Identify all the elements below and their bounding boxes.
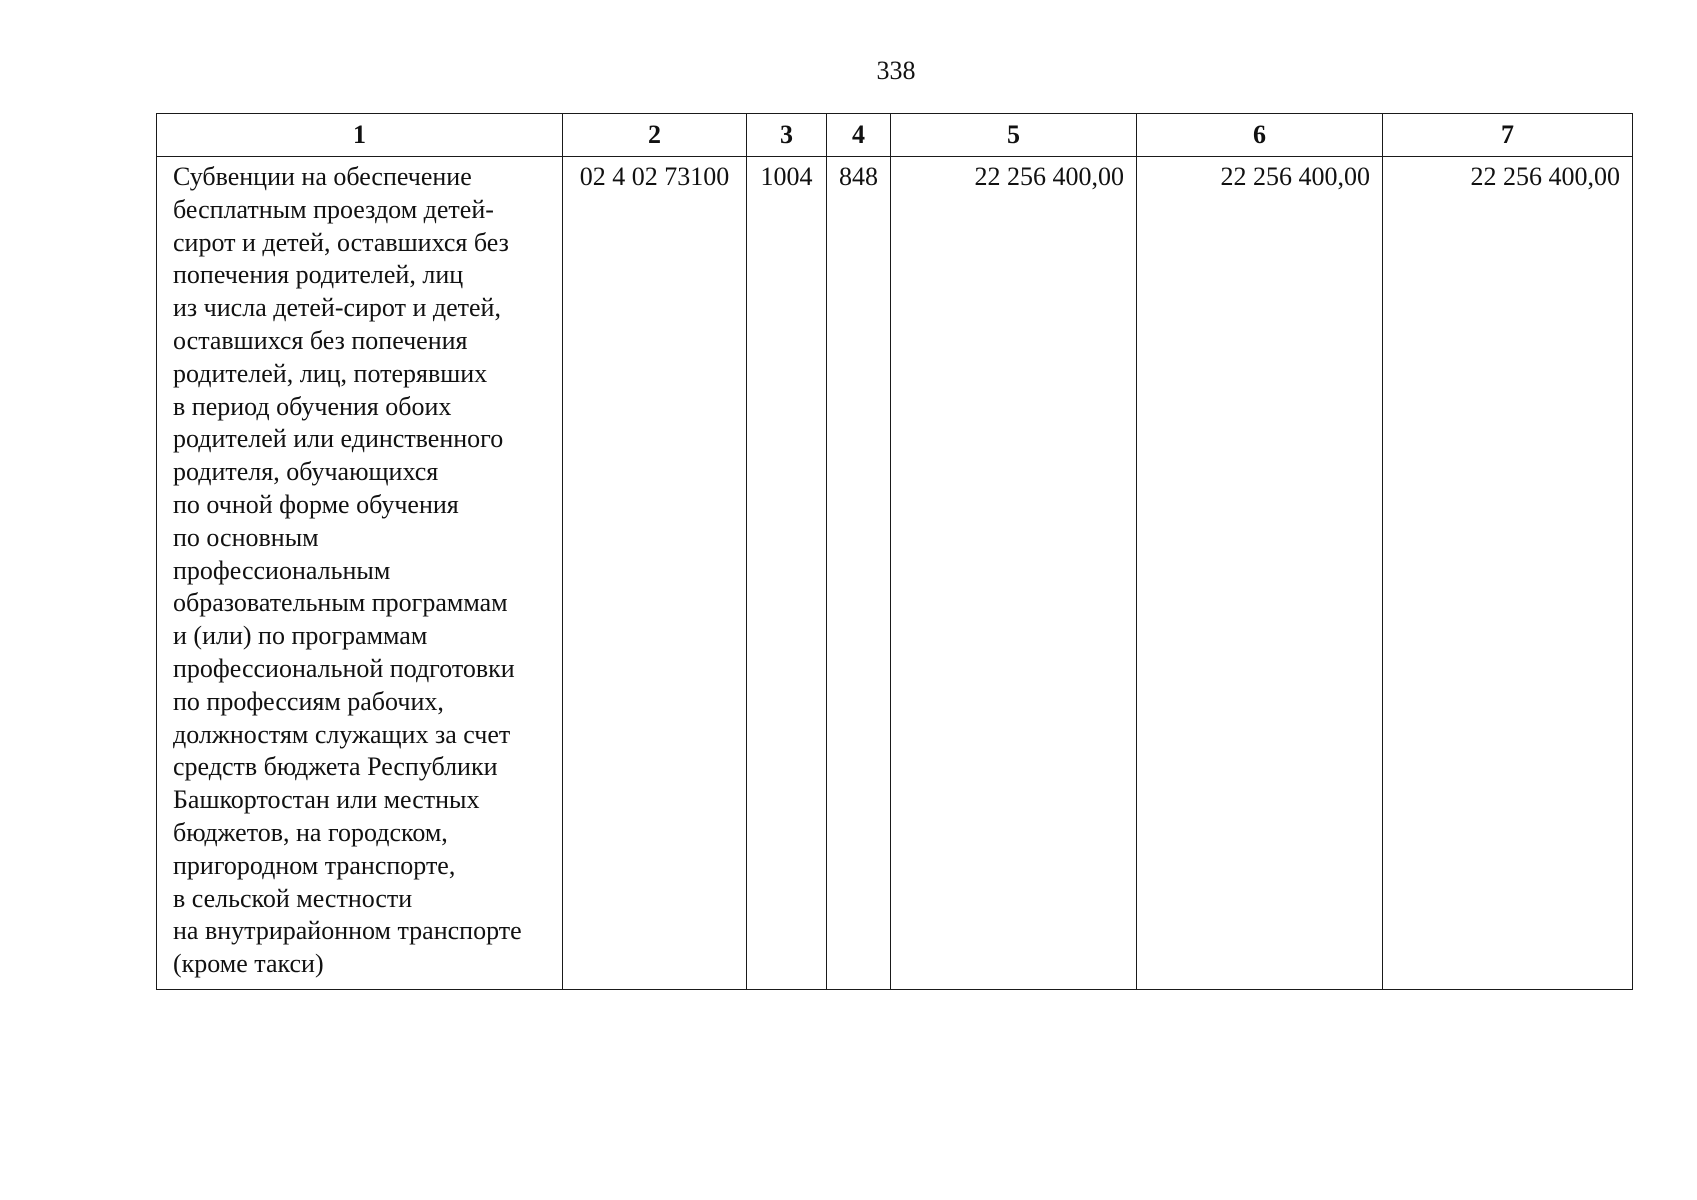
header-col-7: 7: [1383, 114, 1633, 157]
description-line: родителей, лиц, потерявших: [173, 358, 488, 388]
page-number: 338: [876, 56, 916, 85]
description-line: по очной форме обучения: [173, 489, 459, 519]
description-line: пригородном транспорте,: [173, 850, 456, 880]
description-line: родителей или единственного: [173, 424, 504, 454]
header-col-1: 1: [157, 114, 563, 157]
description-line: по профессиям рабочих,: [173, 686, 444, 716]
header-col-3: 3: [747, 114, 827, 157]
description-line: (кроме такси): [173, 949, 324, 979]
description-line: из числа детей-сирот и детей,: [173, 293, 501, 323]
header-col-4: 4: [827, 114, 891, 157]
description-line: сирот и детей, оставшихся без: [173, 227, 509, 257]
description-line: образовательным программам: [173, 588, 508, 618]
description-line: на внутрирайонном транспорте: [173, 916, 522, 946]
description-line: Субвенции на обеспечение: [173, 162, 472, 191]
description-cell: [157, 157, 563, 990]
description-line: Башкортостан или местных: [173, 785, 480, 815]
section-code-cell: 1004: [747, 157, 827, 990]
amount-cell-col-6: 22 256 400,00: [1137, 157, 1383, 990]
amount-cell-col-5: 22 256 400,00: [891, 157, 1137, 990]
description-line: в сельской местности: [173, 883, 413, 913]
description-line: бесплатным проездом детей-: [173, 194, 494, 224]
table-row: [157, 157, 1633, 990]
description-line: должностям служащих за счет: [173, 719, 511, 749]
budget-table: [156, 113, 1633, 990]
amount-cell-col-7: 22 256 400,00: [1383, 157, 1633, 990]
header-col-5: 5: [891, 114, 1137, 157]
header-col-6: 6: [1137, 114, 1383, 157]
description-line: по основным: [173, 522, 319, 552]
target-article-cell: 02 4 02 73100: [563, 157, 747, 990]
description-line: оставшихся без попечения: [173, 325, 468, 355]
expense-type-cell: 848: [827, 157, 891, 990]
description-line: в период обучения обоих: [173, 391, 452, 421]
header-col-2: 2: [563, 114, 747, 157]
description-line: бюджетов, на городском,: [173, 817, 448, 847]
description-line: средств бюджета Республики: [173, 752, 498, 782]
description-line: попечения родителей, лиц: [173, 260, 464, 290]
description-line: профессиональной подготовки: [173, 653, 515, 683]
description-line: профессиональным: [173, 555, 391, 585]
description-line: и (или) по программам: [173, 621, 428, 651]
table-header-row: [157, 114, 1633, 157]
description-line: родителя, обучающихся: [173, 457, 439, 487]
